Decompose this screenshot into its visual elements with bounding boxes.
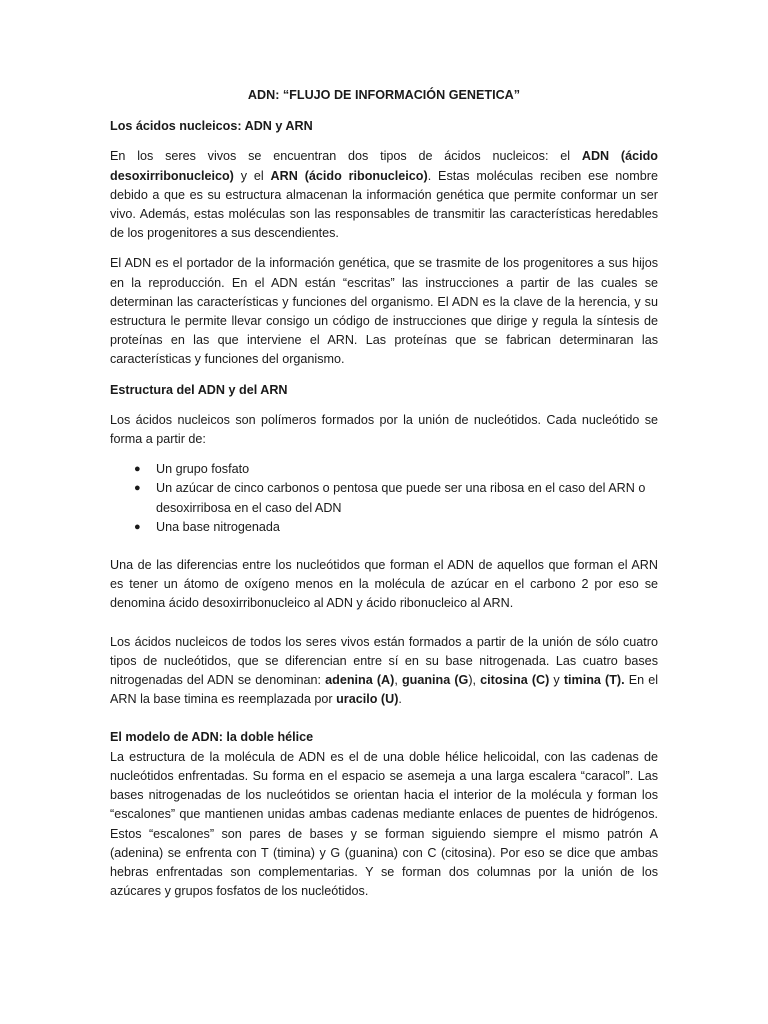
text-run: . Estas moléculas reciben ese nombre debido a que es su estructura almacenan la información genética que permite conformar un ser vivo. Además, estas moléculas son las responsables de transmitir las características heredables de los progenitores a sus descendientes. xyxy=(110,168,658,241)
list-item xyxy=(134,460,658,479)
list-item xyxy=(134,479,658,517)
bold-term-adenina: adenina (A) xyxy=(325,673,395,688)
bullet-icon: ● xyxy=(134,520,141,533)
text-run: Los ácidos nucleicos de todos los seres vivos están formados a partir de la unión de sólo cuatro tipos de nucleótidos, que se diferencian entre sí en su base nitrogenada. Las cuatro bases nitrogenadas del ADN se denominan: xyxy=(110,634,658,688)
list-item xyxy=(134,518,658,537)
paragraph-adn-portador: El ADN es el portador de la información genética, que se trasmite de los progenitores a sus hijos en la reproducción. En el ADN están “escritas” las instrucciones a partir de las cuales se determinan las características y funciones del organismo. El ADN es la clave de la herencia, y su estructura le permite llevar consigo un código de instrucciones que dirige y regula la síntesis de proteínas en las que interviene el ARN. Las proteínas que se fabrican determinaran las características y funciones del organismo. xyxy=(110,256,658,367)
document-title: ADN: “FLUJO DE INFORMACIÓN GENETICA” xyxy=(247,88,521,102)
text-run: , xyxy=(394,673,402,688)
text-run: En el ARN la base timina es reemplazada por xyxy=(110,673,659,707)
section-heading-acidos-nucleicos: Los ácidos nucleicos: ADN y ARN xyxy=(110,119,313,134)
bold-term-uracilo: uracilo (U) xyxy=(336,692,399,707)
paragraph-bases-nitrogenadas xyxy=(110,633,658,710)
text-run: . xyxy=(398,692,402,707)
text-run: En los seres vivos se encuentran dos tipos de ácidos nucleicos: el xyxy=(110,149,582,164)
paragraph-diferencias: Una de las diferencias entre los nucleótidos que forman el ADN de aquellos que forman el ARN es tener un átomo de oxígeno menos en la molécula de azúcar en el carbono 2 por eso se denomina ácido desoxirribonucleico al ADN y ácido ribonucleico al ARN. xyxy=(110,558,658,611)
document-page xyxy=(110,86,658,912)
bold-term-arn: ARN (ácido ribonucleico) xyxy=(270,168,428,183)
paragraph-doble-helice: La estructura de la molécula de ADN es el de una doble hélice helicoidal, con las cadenas de nucleótidos enfrentadas. Su forma en el espacio se asemeja a una larga escalera “caracol”. Las bases nitrogenadas de los nucleótidos se orientan hacia el interior de la molécula y forman los “escalones” que mantienen unidas ambas cadenas mediante enlaces de puentes de hidrógenos. Estos “escalones” son pares de bases y se forman siguiendo siempre el mismo patrón A (adenina) se enfrenta con T (timina) y G (guanina) con C (citosina). Por eso se dice que ambas hebras enfrentadas son complementarias. Y se forman dos columnas por la unión de los azúcares y grupos fosfatos de los nucleótidos. xyxy=(110,749,658,899)
text-run: y el xyxy=(233,168,271,183)
bold-term-timina: timina (T). xyxy=(563,673,625,688)
section-heading-estructura: Estructura del ADN y del ARN xyxy=(110,382,288,397)
bullet-icon: ● xyxy=(134,482,141,495)
list-item-text: Un azúcar de cinco carbonos o pentosa que puede ser una ribosa en el caso del ARN o desoxirribosa en el caso del ADN xyxy=(156,481,646,515)
text-run: ), xyxy=(468,673,481,688)
paragraph-intro-acidos-nucleicos xyxy=(110,147,658,243)
section-heading-doble-helice: El modelo de ADN: la doble hélice xyxy=(110,730,314,745)
list-item-text: Un grupo fosfato xyxy=(156,462,250,477)
list-item-text: Una base nitrogenada xyxy=(156,519,280,534)
bullet-icon: ● xyxy=(134,463,141,476)
nucleotide-components-list xyxy=(110,460,658,537)
bold-term-adn: ADN (ácido desoxirribonucleico) xyxy=(110,149,658,183)
bold-term-citosina: citosina (C) xyxy=(480,673,550,688)
paragraph-polimeros: Los ácidos nucleicos son polímeros formados por la unión de nucleótidos. Cada nucleótido se forma a partir de: xyxy=(110,412,658,447)
bold-term-guanina: guanina (G xyxy=(401,673,469,688)
text-run: y xyxy=(549,673,564,688)
